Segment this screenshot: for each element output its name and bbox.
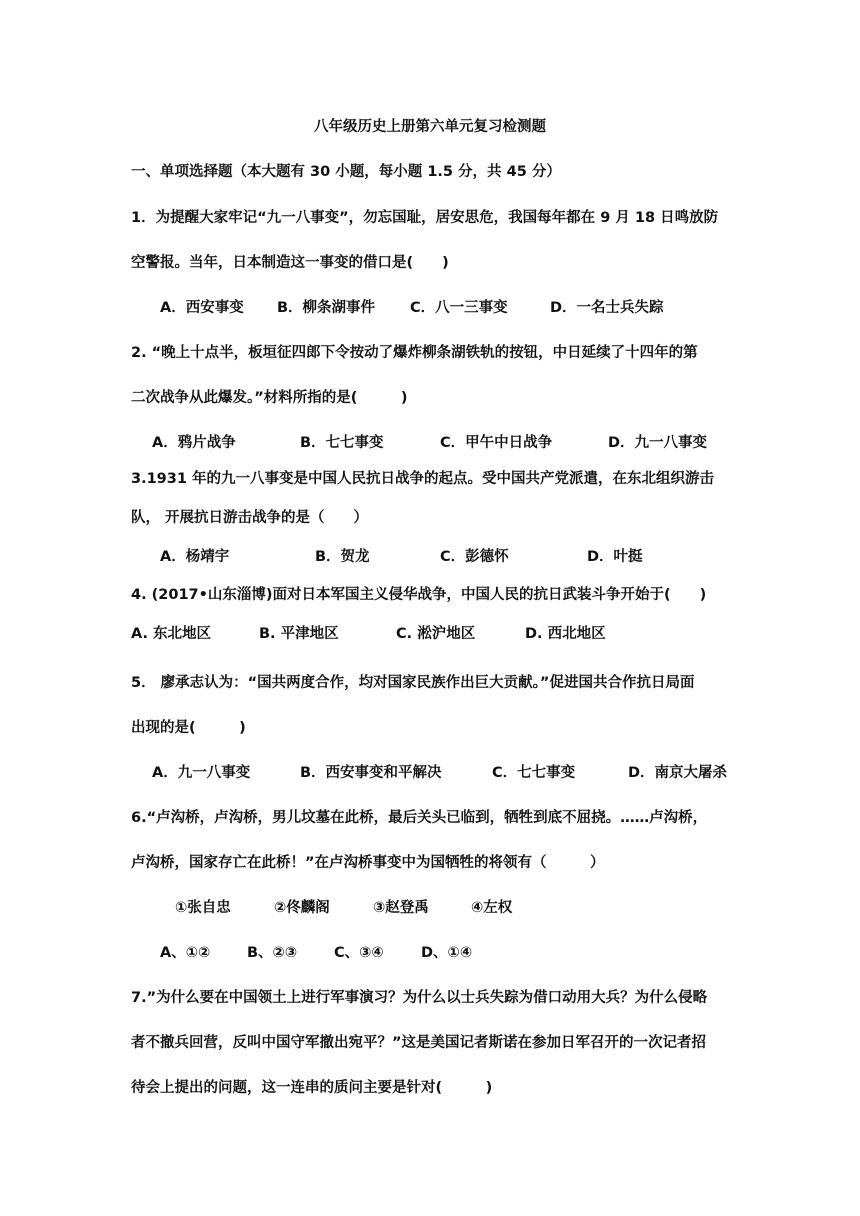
q6-choice-1: ①张自忠 [175,900,231,916]
q3-line1: 3.1931 年的九一八事变是中国人民抗日战争的起点。受中国共产党派遣，在东北组织游击 [131,471,714,487]
q4-option-d: D. 西北地区 [525,626,606,642]
q5-option-c: C．七七事变 [492,765,576,781]
q2-line2: 二次战争从此爆发。”材料所指的是( ) [131,390,408,406]
q1-line1: 1．为提醒大家牢记“九一八事变”，勿忘国耻，居安思危，我国每年都在 9 月 18 日鸣放防 [131,210,719,226]
q3-option-c: C．彭德怀 [440,549,509,565]
q3-line2: 队， 开展抗日游击战争的是（ ） [131,510,369,526]
q5-option-d: D．南京大屠杀 [628,765,728,781]
q3-option-d: D．叶挺 [587,549,643,565]
q3-option-a: A．杨靖宇 [160,549,230,565]
doc-title: 八年级历史上册第六单元复习检测题 [314,119,546,135]
q5-line1: 5． 廖承志认为：“国共两度合作，均对国家民族作出巨大贡献。”促进国共合作抗日局面 [131,675,695,691]
q7-line1: 7.”为什么要在中国领土上进行军事演习？为什么以士兵失踪为借口动用大兵？为什么侵略 [131,990,708,1006]
q6-option-d: D、①④ [421,945,473,961]
q7-line3: 待会上提出的问题，这一连串的质问主要是针对( ) [131,1080,493,1096]
section-heading: 一、单项选择题（本大题有 30 小题，每小题 1.5 分，共 45 分） [131,164,561,180]
q2-option-b: B．七七事变 [300,435,384,451]
q6-line1: 6.“卢沟桥，卢沟桥，男儿坟墓在此桥，最后关头已临到，牺牲到底不屈挠。……卢沟桥， [131,810,708,826]
q5-option-a: A．九一八事变 [152,765,251,781]
q6-choice-3: ③赵登禹 [373,900,429,916]
q3-option-b: B．贺龙 [315,549,370,565]
q5-line2: 出现的是( ) [131,720,246,736]
q4-line1: 4. (2017•山东淄博)面对日本军国主义侵华战争，中国人民的抗日武装斗争开始于( ) [131,587,707,603]
q6-choice-4: ④左权 [471,900,513,916]
q1-option-b: B．柳条湖事件 [277,300,376,316]
q4-option-c: C. 淞沪地区 [396,626,476,642]
q6-option-a: A、①② [160,945,211,961]
q6-option-c: C、③④ [334,945,384,961]
q2-option-c: C．甲午中日战争 [440,435,553,451]
q5-option-b: B．西安事变和平解决 [300,765,442,781]
q1-option-d: D．一名士兵失踪 [550,300,664,316]
q4-option-b: B. 平津地区 [259,626,339,642]
q6-option-b: B、②③ [247,945,298,961]
q6-line2: 卢沟桥，国家存亡在此桥！”在卢沟桥事变中为国牺牲的将领有（ ） [131,855,605,871]
q2-line1: 2. “晚上十点半，板垣征四郎下令按动了爆炸柳条湖铁轨的按钮，中日延续了十四年的第 [131,345,698,361]
q7-line2: 者不撤兵回营，反叫中国守军撤出宛平？”这是美国记者斯诺在参加日军召开的一次记者招 [131,1035,707,1051]
q1-option-a: A．西安事变 [160,300,244,316]
q6-choice-2: ②佟麟阁 [274,900,330,916]
q1-option-c: C．八一三事变 [410,300,508,316]
q4-option-a: A. 东北地区 [131,626,212,642]
q2-option-d: D．九一八事变 [608,435,708,451]
q2-option-a: A．鸦片战争 [152,435,236,451]
q1-line2: 空警报。当年，日本制造这一事变的借口是( ) [131,255,449,271]
